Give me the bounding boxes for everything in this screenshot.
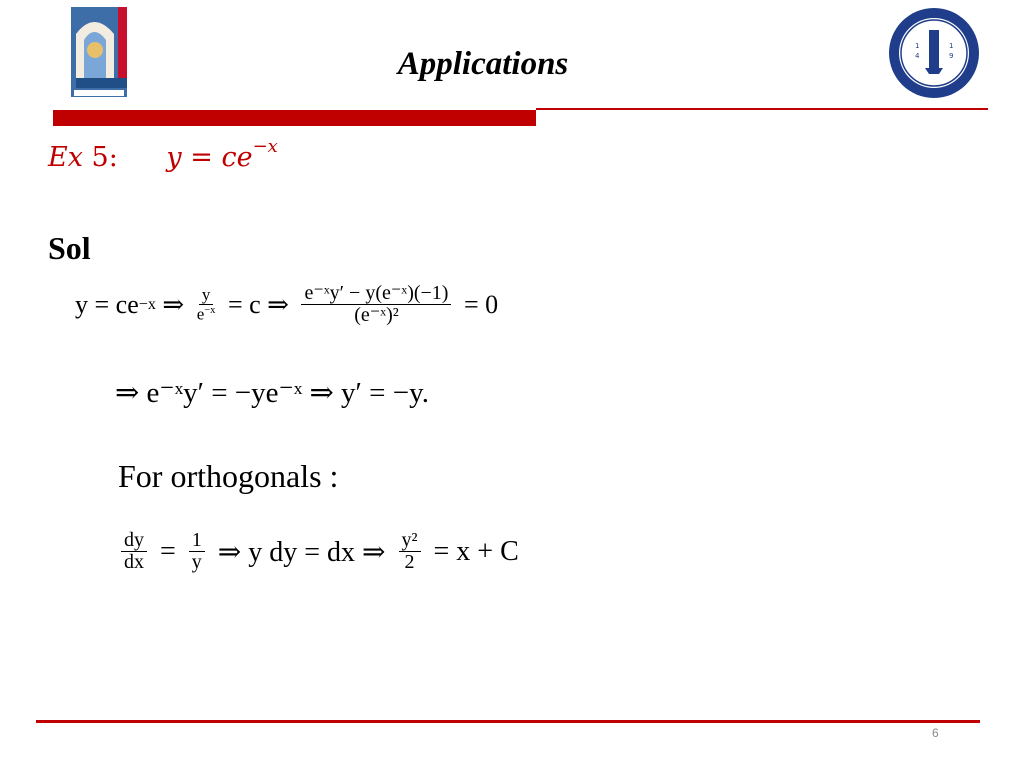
svg-text:4: 4	[915, 52, 920, 60]
fraction-1-over-y: $\frac{1}{y}$	[189, 530, 205, 573]
equation-1: y = ce −x ⇒ $\frac{y}{e^{-x}}$ = c ⇒ $\frac{\text{e⁻ˣy′ − y(e⁻ˣ)(−1)}}{\text{(e⁻ˣ)²}}$ = 0	[75, 282, 499, 326]
page-number: 6	[932, 726, 939, 740]
header-divider-thin	[536, 108, 988, 110]
equation-3: $\frac{dy}{dx}$ = $\frac{1}{y}$ ⇒ y dy = dx ⇒ $\frac{\text{y²}}{2}$ = x + C	[115, 530, 519, 573]
slide-title: Applications	[397, 46, 569, 82]
fraction-y-squared-over-2: $\frac{\text{y²}}{2}$	[399, 530, 421, 573]
sol-label: Sol	[48, 230, 91, 266]
equation-2: ⇒ e⁻ˣy′ = −ye⁻ˣ ⇒ y′ = −y.	[115, 377, 429, 409]
fraction-y-over-e: $\frac{y}{e^{-x}}$	[196, 284, 216, 324]
example-heading	[48, 136, 278, 173]
college-of-engineering-seal	[887, 6, 981, 100]
orthogonals-label: For orthogonals :	[118, 458, 339, 494]
svg-text:1: 1	[949, 42, 954, 50]
fraction-quotient-rule: $\frac{\text{e⁻ˣy′ − y(e⁻ˣ)(−1)}}{\text{(e⁻ˣ)²}}$	[301, 283, 451, 326]
header-divider-thick	[53, 110, 536, 126]
example-number: 5:	[91, 142, 118, 173]
footer-divider	[36, 720, 980, 723]
example-label: Ex	[48, 142, 83, 173]
fraction-dy-dx: $\frac{dy}{dx}$	[121, 530, 147, 573]
example-equation: $y = ce^{-x}$	[166, 136, 278, 173]
svg-text:9: 9	[949, 52, 954, 60]
svg-text:1: 1	[915, 42, 920, 50]
